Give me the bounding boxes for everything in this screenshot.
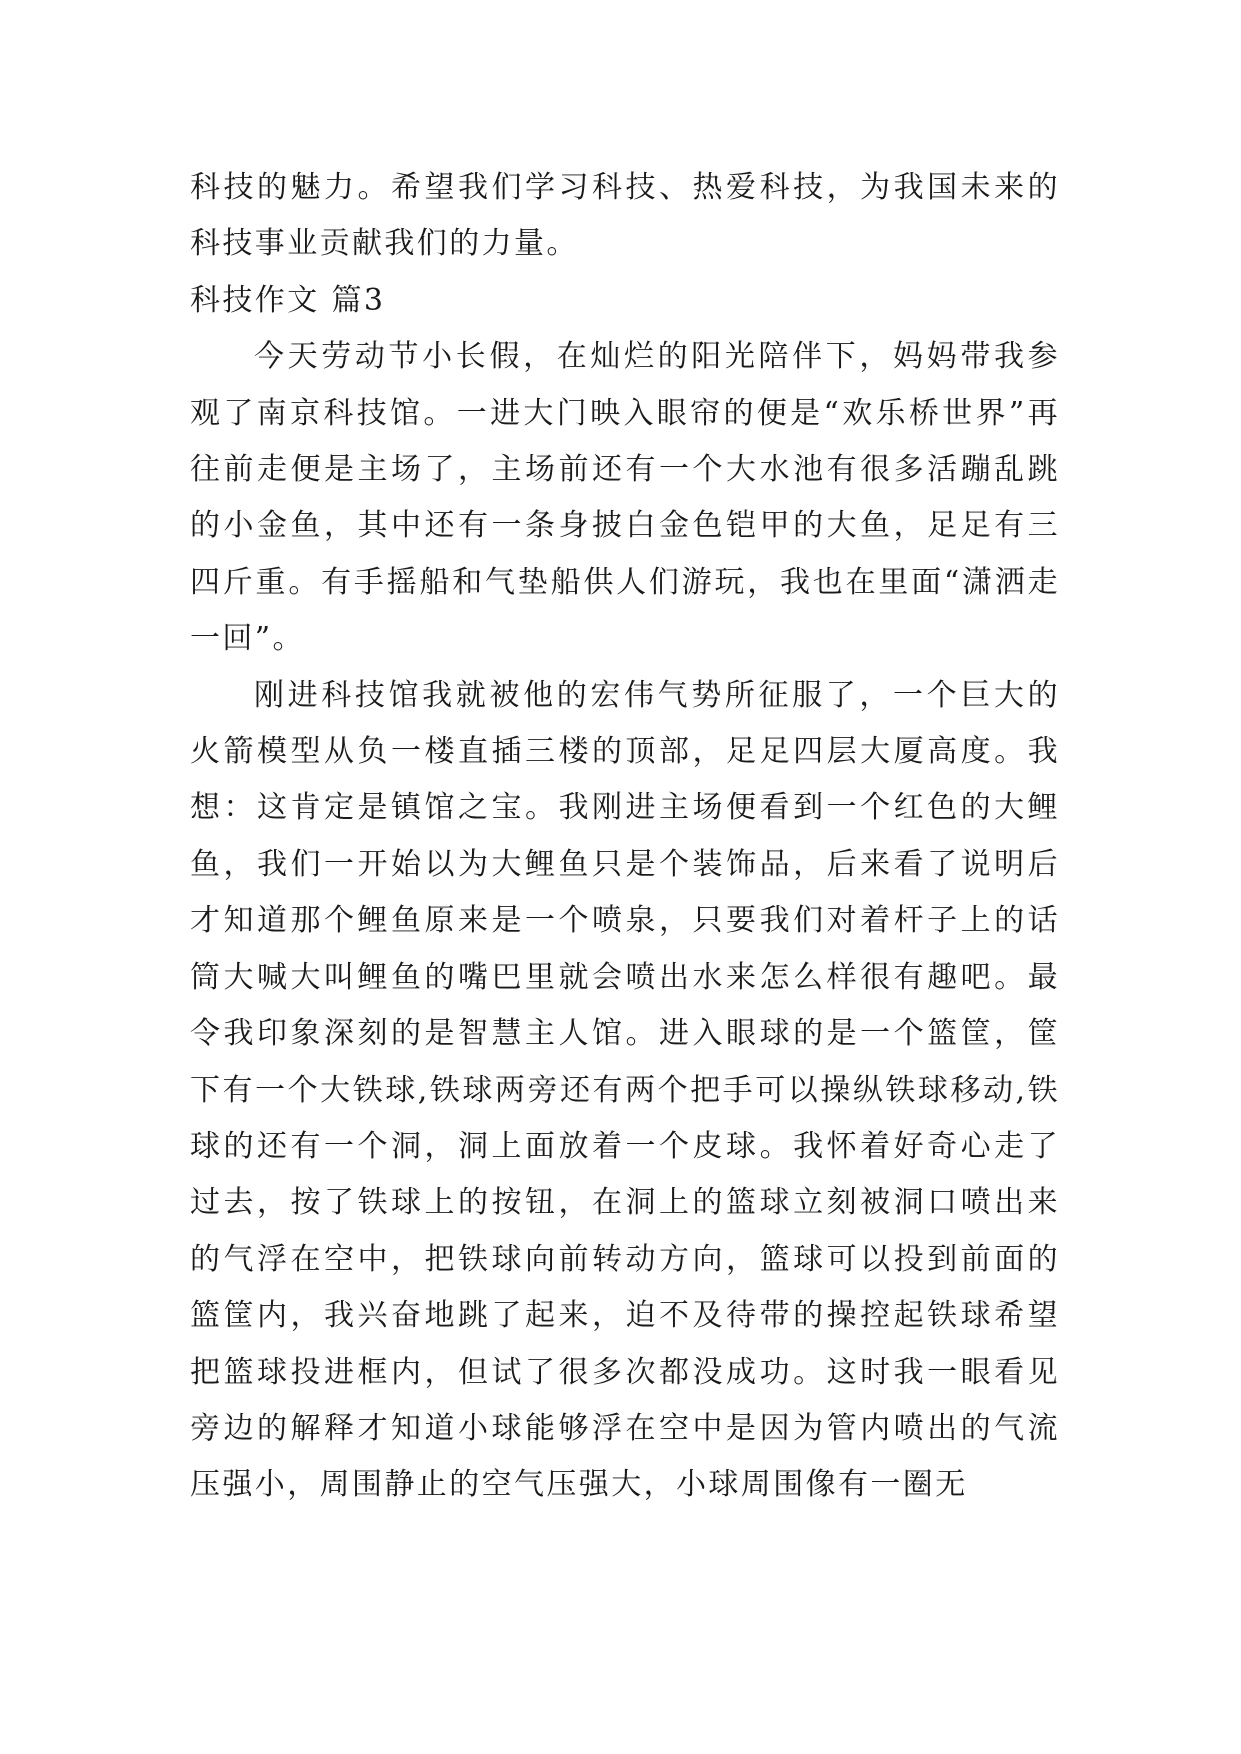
paragraph-1: 今天劳动节小长假，在灿烂的阳光陪伴下，妈妈带我参观了南京科技馆。一进大门映入眼帘的便是“欢乐桥世界”再往前走便是主场了，主场前还有一个大水池有很多活蹦乱跳的小金鱼，其中还有一条身披白金色铠甲的大鱼，足足有三四斤重。有手摇船和气垫船供人们游玩，我也在里面“潇洒走一回”。 — [190, 339, 1060, 657]
continuation-text: 科技的魅力。希望我们学习科技、热爱科技，为我国未来的科技事业贡献我们的力量。 — [190, 170, 1060, 262]
section-title: 科技作文 篇3 — [190, 282, 386, 318]
paragraph-2: 刚进科技馆我就被他的宏伟气势所征服了，一个巨大的火箭模型从负一楼直插三楼的顶部，足足四层大厦高度。我想：这肯定是镇馆之宝。我刚进主场便看到一个红色的大鲤鱼，我们一开始以为大鲤鱼只是个装饰品，后来看了说明后才知道那个鲤鱼原来是一个喷泉，只要我们对着杆子上的话筒大喊大叫鲤鱼的嘴巴里就会喷出水来怎么样很有趣吧。最令我印象深刻的是智慧主人馆。进入眼球的是一个篮筐，筐下有一个大铁球,铁球两旁还有两个把手可以操纵铁球移动,铁球的还有一个洞，洞上面放着一个皮球。我怀着好奇心走了过去，按了铁球上的按钮，在洞上的篮球立刻被洞口喷出来的气浮在空中，把铁球向前转动方向，篮球可以投到前面的篮筐内，我兴奋地跳了起来，迫不及待带的操控起铁球希望把篮球投进框内，但试了很多次都没成功。这时我一眼看见旁边的解释才知道小球能够浮在空中是因为管内喷出的气流压强小，周围静止的空气压强大，小球周围像有一圈无 — [190, 677, 1060, 1503]
document-body — [190, 160, 1060, 1514]
